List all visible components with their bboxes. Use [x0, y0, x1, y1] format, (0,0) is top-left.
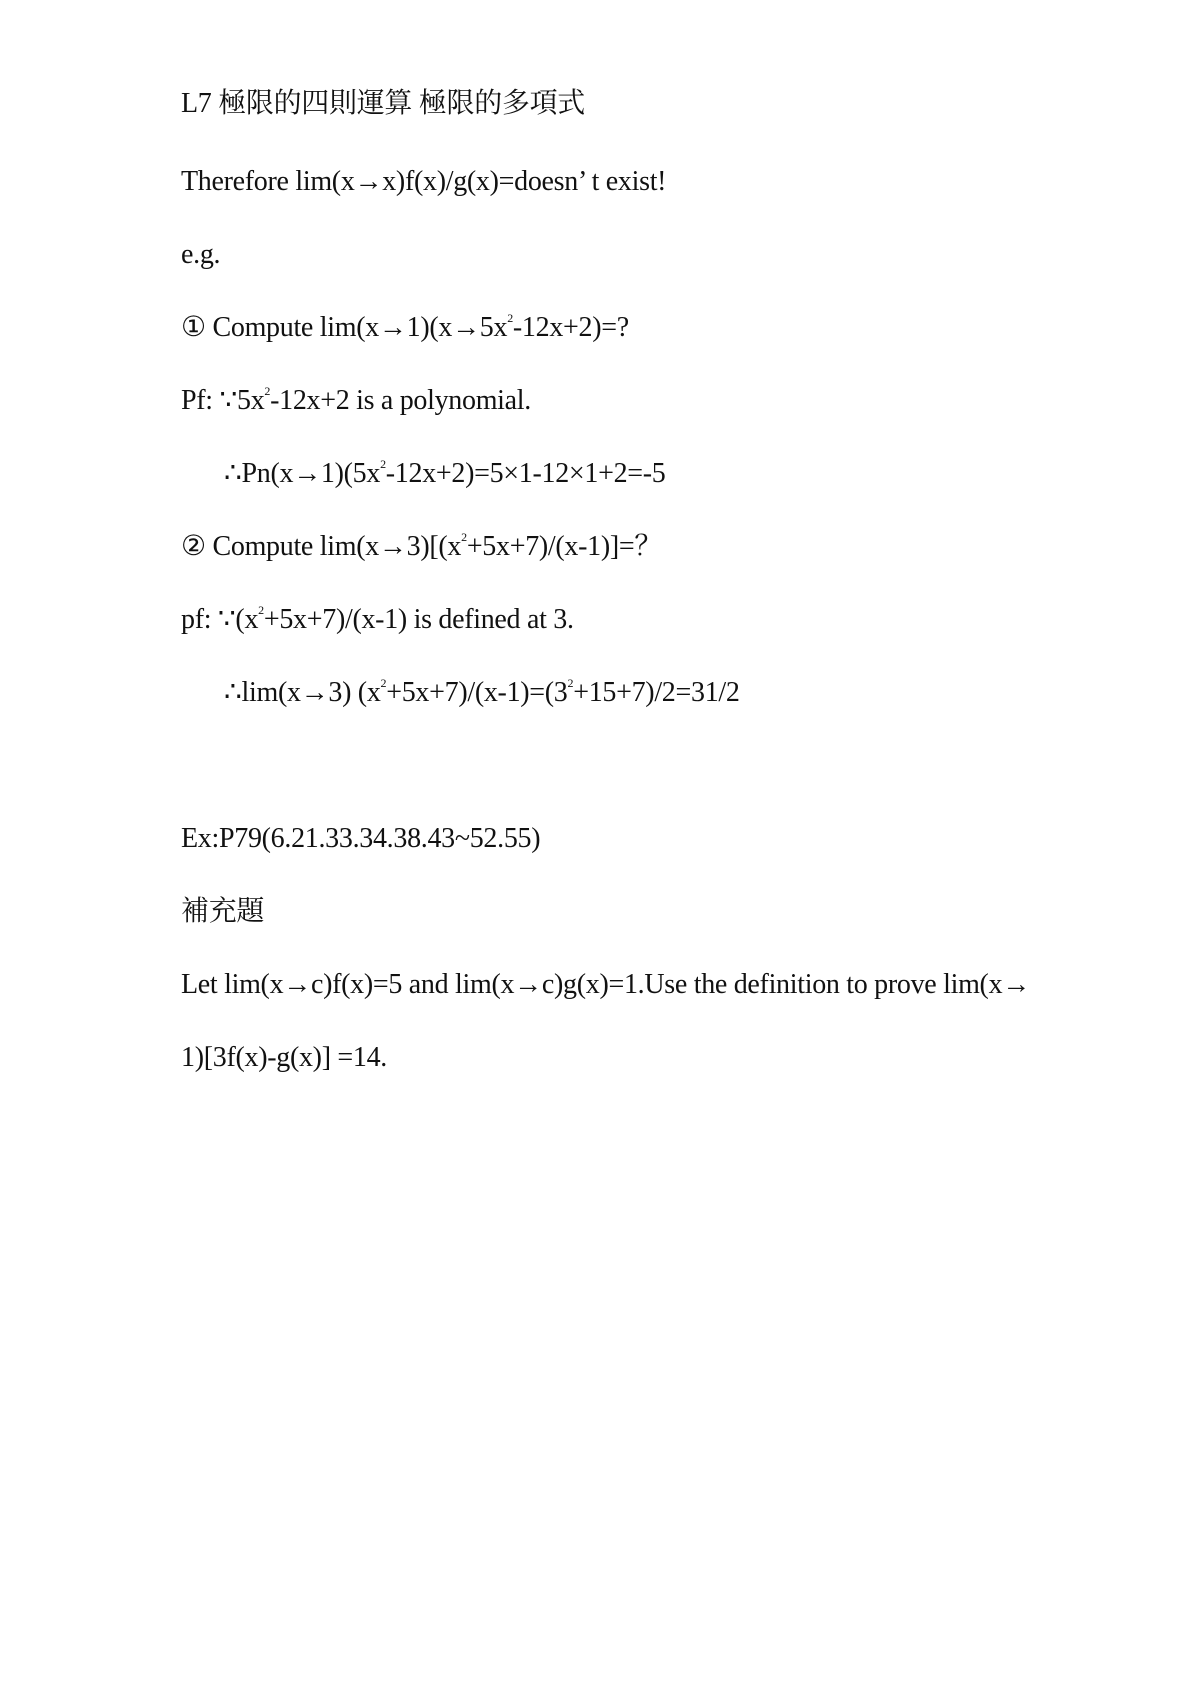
proof-2-conclusion-exponent-1: 2: [380, 676, 387, 690]
question-1-part-b: -12x+2)=?: [512, 312, 629, 343]
exercise-line: Ex:P79(6.21.33.34.38.43~52.55): [181, 823, 541, 854]
proof-2-conclusion-part-a: ∴lim(x→3) (x: [224, 677, 381, 708]
proof-2-line: [181, 603, 574, 637]
proof-2-conclusion-part-c: +15+7)/2=31/2: [573, 677, 740, 708]
example-label: e.g.: [181, 239, 221, 270]
proof-1-part-a: Pf: ∵5x: [181, 385, 265, 416]
proof-1-line: [181, 384, 531, 418]
proof-2-part-b: +5x+7)/(x-1) is defined at 3.: [263, 604, 574, 635]
question-1: [181, 311, 629, 345]
proof-2-conclusion: [224, 676, 740, 710]
therefore-line: Therefore lim(x→x)f(x)/g(x)=doesn’ t exist!: [181, 166, 667, 197]
question-2-exponent: 2: [461, 530, 467, 544]
supplement-problem-line-1: Let lim(x→c)f(x)=5 and lim(x→c)g(x)=1.Use the definition to prove lim(x→: [181, 969, 1030, 1000]
proof-2-conclusion-exponent-2: 2: [567, 676, 574, 690]
question-2-part-b: +5x+7)/(x-1)]=？: [466, 531, 663, 562]
page-title: L7 極限的四則運算 極限的多項式: [181, 88, 586, 119]
proof-1-part-b: -12x+2 is a polynomial.: [270, 385, 531, 416]
proof-1-conclusion-exponent: 2: [380, 457, 386, 471]
proof-1-conclusion-part-a: ∴Pn(x→1)(5x: [224, 458, 381, 489]
proof-1-conclusion-part-b: -12x+2)=5×1-12×1+2=-5: [385, 458, 666, 489]
proof-1-exponent: 2: [264, 384, 271, 398]
proof-2-part-a: pf: ∵(x: [181, 604, 259, 635]
proof-1-conclusion: [224, 457, 666, 491]
supplement-heading: 補充題: [181, 896, 265, 927]
question-2: [181, 530, 662, 564]
question-1-part-a: ① Compute lim(x→1)(x→5x: [181, 312, 508, 343]
proof-2-conclusion-part-b: +5x+7)/(x-1)=(3: [386, 677, 568, 708]
proof-2-exponent: 2: [258, 603, 264, 617]
supplement-problem-line-2: 1)[3f(x)-g(x)] =14.: [181, 1042, 388, 1073]
question-1-exponent: 2: [507, 311, 513, 325]
question-2-part-a: ② Compute lim(x→3)[(x: [181, 531, 462, 562]
